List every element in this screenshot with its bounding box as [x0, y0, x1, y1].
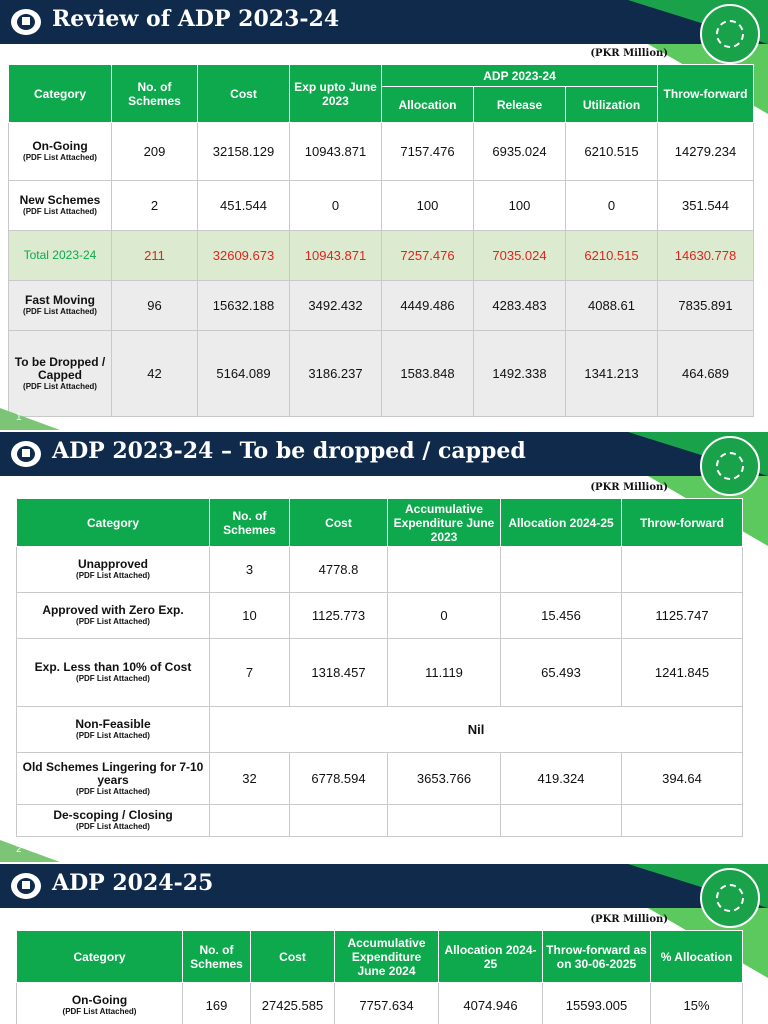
cost-cell: 32609.673	[198, 231, 290, 281]
tf-cell: 351.544	[658, 181, 754, 231]
header-throw-forward: Throw-forward as on 30-06-2025	[543, 931, 651, 983]
slide-header	[0, 432, 768, 476]
category-cell	[9, 331, 112, 417]
slide-1	[0, 0, 768, 430]
category-cell	[9, 281, 112, 331]
unit-label: (PKR Million)	[590, 482, 668, 493]
alloc-cell	[501, 547, 622, 593]
category-note: (PDF List Attached)	[76, 786, 150, 796]
cost-cell: 5164.089	[198, 331, 290, 417]
table-row	[9, 281, 754, 331]
category-note: (PDF List Attached)	[76, 617, 150, 626]
emblem-seal-icon	[700, 4, 760, 64]
exp-cell: 7757.634	[335, 983, 439, 1024]
schemes-cell: 211	[112, 231, 198, 281]
exp-cell	[388, 547, 501, 593]
category-label: De-scoping / Closing	[53, 808, 173, 822]
release-cell: 4283.483	[474, 281, 566, 331]
exp-cell: 10943.871	[290, 231, 382, 281]
table-row	[17, 805, 743, 837]
unit-label: (PKR Million)	[590, 914, 668, 925]
exp-cell: 3186.237	[290, 331, 382, 417]
category-note: (PDF List Attached)	[76, 571, 150, 580]
util-cell: 6210.515	[566, 231, 658, 281]
header-allocation: Allocation	[382, 87, 474, 123]
header-utilization: Utilization	[566, 87, 658, 123]
table-row	[17, 547, 743, 593]
schemes-cell: 42	[112, 331, 198, 417]
category-note: (PDF List Attached)	[23, 207, 97, 216]
util-cell: 6210.515	[566, 123, 658, 181]
category-label: Exp. Less than 10% of Cost	[34, 660, 192, 674]
tf-cell: 394.64	[622, 753, 743, 805]
category-note: (PDF List Attached)	[76, 674, 150, 683]
category-label: Approved with Zero Exp.	[42, 603, 184, 617]
nil-cell: Nil	[210, 707, 743, 753]
alloc-cell: 7257.476	[382, 231, 474, 281]
header-cost: Cost	[290, 499, 388, 547]
category-cell	[17, 805, 210, 837]
alloc-cell: 7157.476	[382, 123, 474, 181]
header-schemes: No. of Schemes	[183, 931, 251, 983]
slide-title: ADP 2023-24 – To be dropped / capped	[52, 438, 526, 464]
cost-cell: 6778.594	[290, 753, 388, 805]
schemes-cell: 209	[112, 123, 198, 181]
header-exp: Accumulative Expenditure June 2024	[335, 931, 439, 983]
table-row	[17, 593, 743, 639]
table-row	[9, 231, 754, 281]
schemes-cell: 169	[183, 983, 251, 1024]
header-cost: Cost	[251, 931, 335, 983]
table-row	[9, 181, 754, 231]
alloc-cell: 15.456	[501, 593, 622, 639]
header-category: Category	[9, 65, 112, 123]
release-cell: 100	[474, 181, 566, 231]
header-throw-forward: Throw-forward	[622, 499, 743, 547]
cost-cell: 27425.585	[251, 983, 335, 1024]
schemes-cell	[210, 805, 290, 837]
category-label: On-Going	[32, 139, 88, 153]
header-allocation: Allocation 2024-25	[501, 499, 622, 547]
tf-cell: 464.689	[658, 331, 754, 417]
category-cell	[9, 181, 112, 231]
alloc-cell: 4074.946	[439, 983, 543, 1024]
government-logo-icon	[10, 7, 42, 37]
header-percent-allocation: % Allocation	[651, 931, 743, 983]
emblem-seal-icon	[700, 436, 760, 496]
government-logo-icon	[10, 871, 42, 901]
page-number: 2	[0, 840, 60, 862]
tf-cell: 14630.778	[658, 231, 754, 281]
schemes-cell: 7	[210, 639, 290, 707]
header-category: Category	[17, 931, 183, 983]
schemes-cell: 3	[210, 547, 290, 593]
category-label: New Schemes	[19, 193, 101, 207]
header-adp-group: ADP 2023-24	[382, 65, 658, 87]
government-logo-icon	[10, 439, 42, 469]
exp-cell: 3492.432	[290, 281, 382, 331]
table-row	[17, 639, 743, 707]
slide-header	[0, 0, 768, 44]
slide-2	[0, 432, 768, 862]
header-exp: Exp upto June 2023	[290, 65, 382, 123]
category-note: (PDF List Attached)	[76, 731, 150, 740]
category-label: To be Dropped / Capped	[14, 354, 106, 382]
pct-cell: 15%	[651, 983, 743, 1024]
schemes-cell: 96	[112, 281, 198, 331]
release-cell: 6935.024	[474, 123, 566, 181]
table-row	[17, 707, 743, 753]
table-row	[9, 331, 754, 417]
table-row	[9, 123, 754, 181]
header-schemes: No. of Schemes	[112, 65, 198, 123]
tf-cell	[622, 805, 743, 837]
category-note: (PDF List Attached)	[62, 1007, 137, 1016]
exp-cell: 0	[388, 593, 501, 639]
category-note: (PDF List Attached)	[23, 153, 97, 162]
adp-2024-25-table	[16, 930, 743, 1024]
category-cell	[17, 707, 210, 753]
cost-cell: 15632.188	[198, 281, 290, 331]
page-number: 1	[0, 408, 60, 430]
unit-label: (PKR Million)	[590, 48, 668, 59]
table-row	[17, 753, 743, 805]
category-label: Non-Feasible	[75, 717, 151, 731]
slide-header	[0, 864, 768, 908]
release-cell: 1492.338	[474, 331, 566, 417]
category-label: Unapproved	[77, 557, 148, 571]
category-note: (PDF List Attached)	[23, 307, 97, 316]
header-throw-forward: Throw-forward	[658, 65, 754, 123]
tf-cell: 14279.234	[658, 123, 754, 181]
header-release: Release	[474, 87, 566, 123]
exp-cell: 11.119	[388, 639, 501, 707]
header-allocation: Allocation 2024-25	[439, 931, 543, 983]
category-label: On-Going	[71, 993, 128, 1007]
dropped-capped-table	[16, 498, 743, 837]
category-cell	[17, 593, 210, 639]
exp-cell: 0	[290, 181, 382, 231]
tf-cell	[622, 547, 743, 593]
cost-cell: 1318.457	[290, 639, 388, 707]
category-note: (PDF List Attached)	[76, 822, 150, 831]
util-cell: 0	[566, 181, 658, 231]
slide-title: ADP 2024-25	[52, 870, 214, 896]
category-label: Old Schemes Lingering for 7-10 years	[22, 759, 204, 787]
util-cell: 4088.61	[566, 281, 658, 331]
schemes-cell: 2	[112, 181, 198, 231]
adp-2023-24-review-table	[8, 64, 754, 417]
schemes-cell: 10	[210, 593, 290, 639]
tf-cell: 7835.891	[658, 281, 754, 331]
header-schemes: No. of Schemes	[210, 499, 290, 547]
category-cell	[17, 639, 210, 707]
category-label: Total 2023-24	[23, 248, 97, 262]
cost-cell	[290, 805, 388, 837]
header-exp: Accumulative Expenditure June 2023	[388, 499, 501, 547]
cost-cell: 451.544	[198, 181, 290, 231]
category-cell	[17, 753, 210, 805]
header-category: Category	[17, 499, 210, 547]
alloc-cell: 1583.848	[382, 331, 474, 417]
category-cell	[9, 231, 112, 281]
exp-cell	[388, 805, 501, 837]
emblem-seal-icon	[700, 868, 760, 928]
alloc-cell: 419.324	[501, 753, 622, 805]
cost-cell: 32158.129	[198, 123, 290, 181]
cost-cell: 4778.8	[290, 547, 388, 593]
exp-cell: 3653.766	[388, 753, 501, 805]
release-cell: 7035.024	[474, 231, 566, 281]
alloc-cell: 65.493	[501, 639, 622, 707]
table-row	[17, 983, 743, 1024]
category-cell	[17, 547, 210, 593]
category-label: Fast Moving	[24, 293, 95, 307]
cost-cell: 1125.773	[290, 593, 388, 639]
tf-cell: 15593.005	[543, 983, 651, 1024]
category-note: (PDF List Attached)	[23, 381, 97, 391]
alloc-cell	[501, 805, 622, 837]
slide-3	[0, 864, 768, 1024]
tf-cell: 1241.845	[622, 639, 743, 707]
schemes-cell: 32	[210, 753, 290, 805]
util-cell: 1341.213	[566, 331, 658, 417]
header-cost: Cost	[198, 65, 290, 123]
alloc-cell: 100	[382, 181, 474, 231]
slide-title: Review of ADP 2023-24	[52, 6, 340, 32]
category-cell	[9, 123, 112, 181]
category-cell	[17, 983, 183, 1024]
alloc-cell: 4449.486	[382, 281, 474, 331]
exp-cell: 10943.871	[290, 123, 382, 181]
tf-cell: 1125.747	[622, 593, 743, 639]
